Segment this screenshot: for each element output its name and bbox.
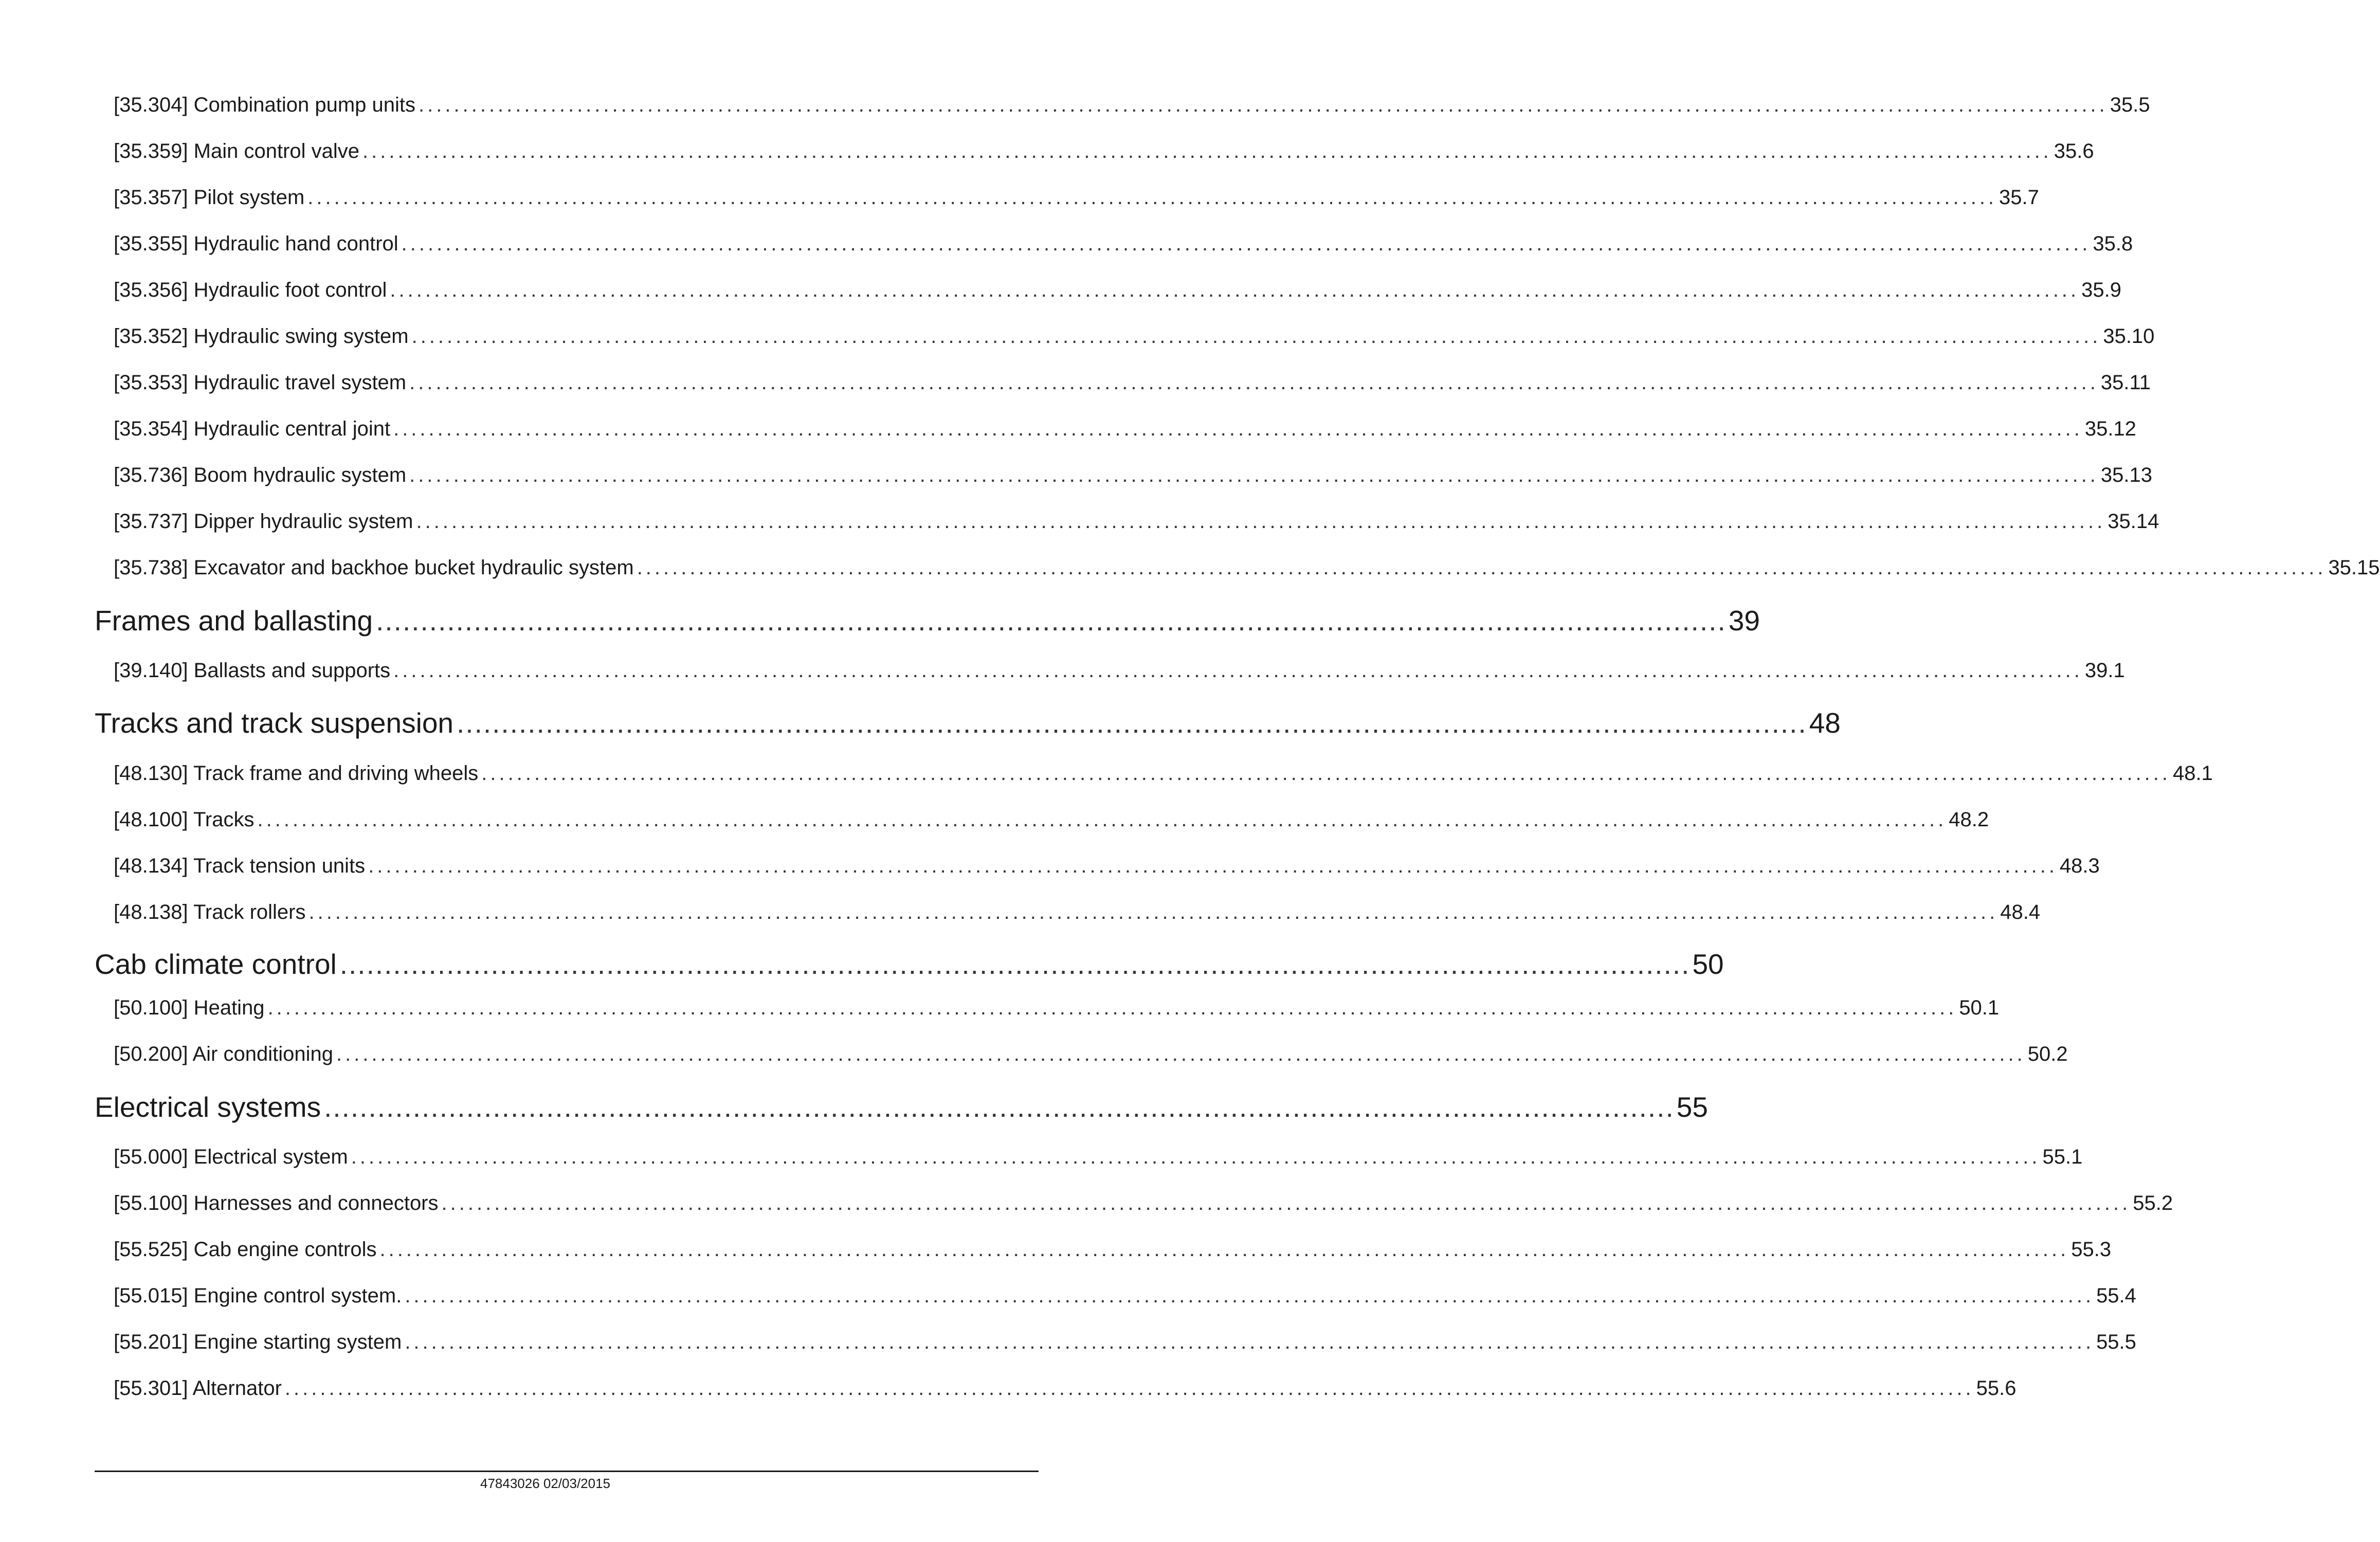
dot-leader: ................................................................................................................................................................................................ — [351, 1146, 2041, 1168]
toc-entry[interactable] — [114, 1238, 2112, 1264]
toc-entry[interactable] — [114, 418, 2136, 443]
toc-entry-label: [55.301] Alternator — [114, 1377, 282, 1400]
dot-leader: ................................................................................................................................................................................................ — [284, 1377, 1974, 1400]
toc-entry[interactable] — [114, 325, 2155, 351]
toc-entry-page: 39.1 — [2084, 659, 2125, 682]
toc-entry[interactable] — [114, 279, 2122, 304]
dot-leader: ................................................................................................................................................................................................ — [393, 418, 2083, 440]
toc-entry[interactable] — [114, 140, 2094, 166]
toc-entry-page: 55.3 — [2071, 1238, 2112, 1261]
toc-entry-label: [35.304] Combination pump units — [114, 94, 416, 116]
toc-entry-label: [55.525] Cab engine controls — [114, 1238, 377, 1261]
toc-entry-page: 50.2 — [2027, 1043, 2068, 1065]
dot-leader: ................................................................................................................................................................................................ — [637, 556, 2327, 579]
toc-section-label: Frames and ballasting — [95, 605, 373, 637]
toc-entry-label: [55.015] Engine control system. — [114, 1284, 402, 1307]
toc-section-page: 55 — [1676, 1091, 1708, 1123]
toc-entry[interactable] — [114, 855, 2100, 880]
toc-entry-page: 50.1 — [1959, 996, 2000, 1019]
toc-entry-label: [35.359] Main control valve — [114, 140, 360, 162]
toc-entry[interactable] — [114, 186, 2039, 212]
toc-entry[interactable] — [114, 1192, 2173, 1218]
toc-entry-label: [35.738] Excavator and backhoe bucket hydraulic system — [114, 556, 634, 579]
toc-entry-page: 35.9 — [2081, 279, 2122, 301]
toc-entry-page: 55.4 — [2096, 1284, 2136, 1307]
dot-leader: ................................................................................................................................................................................................ — [405, 1331, 2095, 1353]
toc-entry-page: 35.5 — [2110, 94, 2150, 116]
toc-entry-page: 55.1 — [2042, 1146, 2083, 1168]
toc-section[interactable] — [95, 706, 1841, 740]
dot-leader: ........................................................................................................................................................ — [376, 605, 1727, 637]
toc-entry-page: 48.1 — [2173, 762, 2213, 785]
toc-entry-page: 35.11 — [2100, 371, 2151, 394]
toc-entry[interactable] — [114, 1284, 2136, 1310]
dot-leader: ................................................................................................................................................................................................ — [267, 996, 1957, 1019]
toc-entry-label: [55.201] Engine starting system — [114, 1331, 402, 1353]
toc-entry[interactable] — [114, 1331, 2136, 1356]
toc-entry-page: 48.2 — [1949, 808, 1989, 831]
toc-section-label: Electrical systems — [95, 1091, 321, 1123]
dot-leader: ................................................................................................................................................................................................ — [390, 279, 2080, 301]
toc-entry[interactable] — [114, 232, 2133, 258]
toc-entry-label: [50.100] Heating — [114, 996, 265, 1019]
dot-leader: ................................................................................................................................................................................................ — [257, 808, 1947, 831]
dot-leader: ................................................................................................................................................................................................ — [379, 1238, 2069, 1261]
dot-leader: ................................................................................................................................................................................................ — [401, 232, 2091, 255]
toc-entry[interactable] — [114, 510, 2159, 536]
dot-leader: ................................................................................................................................................................................................ — [336, 1043, 2026, 1065]
toc-entry[interactable] — [114, 1377, 2016, 1403]
toc-entry[interactable] — [114, 556, 2380, 582]
toc-section[interactable] — [95, 1091, 1708, 1124]
toc-entry[interactable] — [114, 762, 2213, 788]
toc-entry-label: [48.138] Track rollers — [114, 901, 306, 923]
toc-entry[interactable] — [114, 1146, 2083, 1171]
toc-entry-label: [35.353] Hydraulic travel system — [114, 371, 407, 394]
toc-entry-label: [55.000] Electrical system — [114, 1146, 348, 1168]
toc-section[interactable] — [95, 604, 1760, 638]
dot-leader: ................................................................................................................................................................................................ — [368, 855, 2058, 877]
toc-entry-page: 35.10 — [2103, 325, 2155, 348]
dot-leader: ................................................................................................................................................................................................ — [481, 762, 2171, 785]
dot-leader: ................................................................................................................................................................................................ — [441, 1192, 2131, 1214]
toc-entry-label: [48.100] Tracks — [114, 808, 255, 831]
dot-leader: ................................................................................................................................................................................................ — [419, 94, 2108, 116]
dot-leader: ................................................................................................................................................................................................ — [405, 1284, 2095, 1307]
toc-entry[interactable] — [114, 1043, 2068, 1068]
dot-leader: ................................................................................................................................................................................................ — [362, 140, 2052, 162]
toc-entry[interactable] — [114, 659, 2125, 685]
toc-section-page: 50 — [1692, 948, 1724, 980]
toc-entry-label: [35.736] Boom hydraulic system — [114, 464, 407, 486]
dot-leader: ................................................................................................................................................................................................ — [307, 186, 1997, 209]
toc-entry-page: 35.12 — [2084, 418, 2136, 440]
toc-entry-page: 55.5 — [2096, 1331, 2136, 1353]
dot-leader: ................................................................................................................................................................................................ — [411, 325, 2101, 348]
toc-entry-label: [35.352] Hydraulic swing system — [114, 325, 409, 348]
dot-leader: ................................................................................................................................................................................................ — [409, 464, 2099, 486]
toc-section[interactable] — [95, 948, 1724, 982]
toc-entry-label: [50.200] Air conditioning — [114, 1043, 333, 1065]
dot-leader: ........................................................................................................................................................ — [324, 1091, 1675, 1123]
toc-entry-page: 48.3 — [2059, 855, 2100, 877]
toc-entry[interactable] — [114, 464, 2153, 489]
footer-document-id: 47843026 02/03/2015 — [480, 1476, 611, 1491]
toc-entry-page: 55.6 — [1976, 1377, 2016, 1400]
toc-entry-label: [39.140] Ballasts and supports — [114, 659, 391, 682]
toc-section-page: 39 — [1728, 605, 1760, 637]
toc-entry-label: [35.737] Dipper hydraulic system — [114, 510, 413, 533]
toc-entry-label: [35.354] Hydraulic central joint — [114, 418, 391, 440]
toc-entry-label: [35.355] Hydraulic hand control — [114, 232, 398, 255]
toc-entry-label: [35.357] Pilot system — [114, 186, 305, 209]
toc-entry-page: 35.15 — [2328, 556, 2380, 579]
toc-entry[interactable] — [114, 808, 1989, 834]
toc-entry-label: [48.134] Track tension units — [114, 855, 366, 877]
toc-entry-page: 35.6 — [2054, 140, 2094, 162]
dot-leader: ................................................................................................................................................................................................ — [308, 901, 1999, 923]
toc-section-label: Cab climate control — [95, 948, 337, 980]
toc-entry[interactable] — [114, 371, 2151, 397]
dot-leader: ........................................................................................................................................................ — [457, 707, 1807, 739]
toc-entry-page: 48.4 — [2000, 901, 2041, 923]
toc-entry[interactable] — [114, 996, 2000, 1022]
toc-entry-label: [35.356] Hydraulic foot control — [114, 279, 387, 301]
toc-entry[interactable] — [114, 94, 2150, 119]
toc-section-page: 48 — [1809, 707, 1841, 739]
dot-leader: ........................................................................................................................................................ — [339, 948, 1691, 980]
toc-entry-label: [48.130] Track frame and driving wheels — [114, 762, 479, 785]
toc-entry-page: 35.8 — [2093, 232, 2133, 255]
dot-leader: ................................................................................................................................................................................................ — [416, 510, 2106, 533]
toc-entry-label: [55.100] Harnesses and connectors — [114, 1192, 439, 1214]
dot-leader: ................................................................................................................................................................................................ — [409, 371, 2099, 394]
toc-section-label: Tracks and track suspension — [95, 707, 454, 739]
toc-entry[interactable] — [114, 901, 2041, 927]
footer-divider — [95, 1471, 1039, 1472]
toc-entry-page: 35.13 — [2100, 464, 2153, 486]
dot-leader: ................................................................................................................................................................................................ — [393, 659, 2083, 682]
toc-entry-page: 35.14 — [2108, 510, 2159, 533]
toc-entry-page: 35.7 — [1999, 186, 2039, 209]
toc-entry-page: 55.2 — [2133, 1192, 2173, 1214]
